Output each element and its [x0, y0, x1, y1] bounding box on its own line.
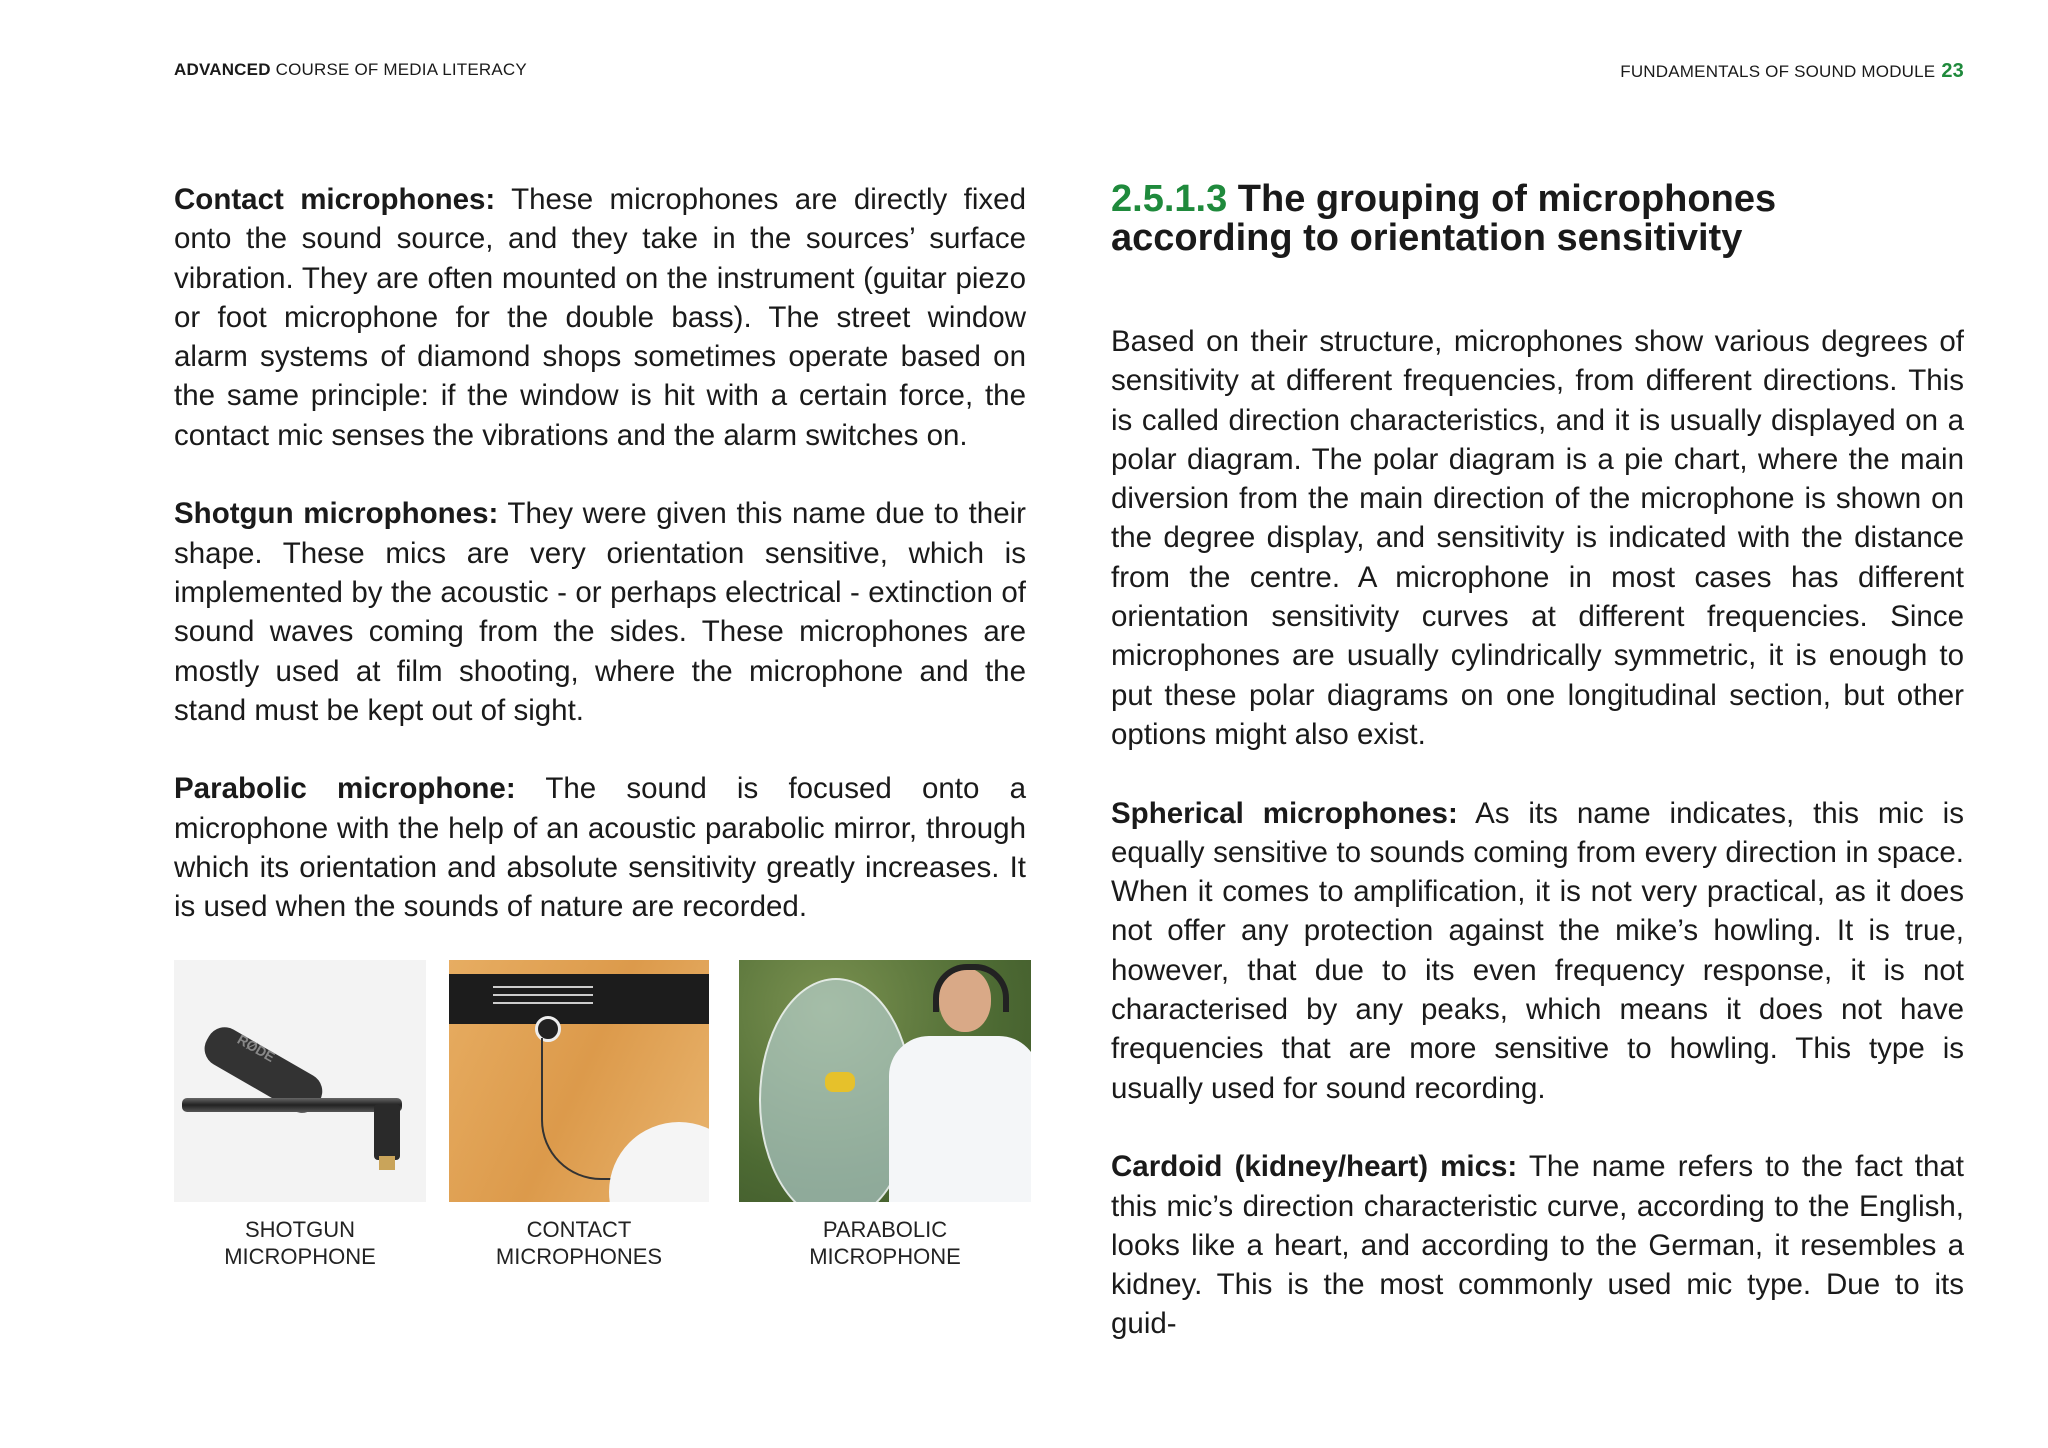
header-course-bold: ADVANCED	[174, 60, 271, 79]
guitar-string	[493, 986, 593, 988]
caption-shotgun-line2: MICROPHONE	[224, 1244, 376, 1269]
guitar-string	[493, 994, 593, 996]
caption-parabolic-line2: MICROPHONE	[809, 1244, 961, 1269]
left-column	[174, 180, 1026, 966]
right-column	[1111, 180, 1964, 1383]
term-cardioid-mics: Cardoid (kidney/heart) mics:	[1111, 1150, 1518, 1184]
parabolic-microphone-photo	[739, 960, 1031, 1202]
text-contact-microphones: These microphones are directly fixed onto the sound source, and they take in the sources’ surface vibration. They are often mounted on the instrument (guitar piezo or foot microphone for the double bass). The street window alarm systems of diamond shops sometimes operate based on the same principle: if the window is hit with a certain force, the contact mic senses the vibrations and the alarm switches on.	[174, 183, 1026, 452]
shotgun-microphone-photo	[174, 960, 426, 1202]
figure-row	[174, 960, 1030, 1280]
mic-body-shape	[182, 1098, 402, 1112]
caption-contact	[449, 1216, 709, 1270]
paragraph-contact-microphones	[174, 180, 1026, 455]
term-parabolic-microphone: Parabolic microphone:	[174, 772, 516, 806]
mic-thread-shape	[379, 1156, 395, 1170]
section-number: 2.5.1.3	[1111, 178, 1228, 220]
caption-shotgun-line1: SHOTGUN	[245, 1217, 355, 1242]
text-spherical-microphones: As its name indicates, this mic is equally sensitive to sounds coming from every direction in space. When it comes to amplification, it is not very practical, as it does not offer any protection against the mike’s howling. It is true, however, that due to its even frequency response, it is not characterised by any peaks, which means it does not have frequencies that are more sensitive to howling. This type is usually used for sound recording.	[1111, 796, 1964, 1105]
paragraph-spherical-microphones	[1111, 794, 1964, 1108]
header-module-title: FUNDAMENTALS OF SOUND MODULE	[1620, 62, 1936, 81]
term-contact-microphones: Contact microphones:	[174, 183, 496, 216]
section-title: The grouping of microphones according to orientation sensitivity	[1111, 178, 1777, 259]
paragraph-shotgun-microphones	[174, 494, 1026, 730]
paragraph-cardioid-mics	[1111, 1147, 1964, 1343]
person-body-shape	[889, 1036, 1031, 1202]
page-number: 23	[1941, 60, 1964, 82]
term-spherical-microphones: Spherical microphones:	[1111, 796, 1458, 830]
headphones-shape	[933, 964, 1009, 1012]
caption-shotgun	[174, 1216, 426, 1270]
figure-contact	[449, 960, 709, 1270]
running-header-right	[1620, 60, 1964, 83]
figure-shotgun	[174, 960, 426, 1270]
caption-parabolic	[739, 1216, 1031, 1270]
text-parabolic-microphone: The sound is focused onto a microphone with the help of an acoustic parabolic mirror, through which its orientation and absolute sensitivity greatly increases. It is used when the sounds of nature are recorded.	[174, 772, 1026, 924]
section-heading	[1111, 180, 1964, 258]
paragraph-intro: Based on their structure, microphones show various degrees of sensitivity at different frequencies, from different directions. This is called direction characteristics, and it is usually displayed on a polar diagram. The polar diagram is a pie chart, where the main diversion from the main direction of the microphone is shown on the degree display, and sensitivity is indicated with the distance from the centre. A microphone in most cases has different orientation sensitivity curves at different frequencies. Since microphones are usually cylindrically symmetric, it is enough to put these polar diagrams on one longitudinal section, but other options might also exist.	[1111, 325, 1964, 751]
guitar-bridge-shape	[449, 974, 709, 1024]
paragraph-parabolic-microphone	[174, 769, 1026, 926]
caption-contact-line1: CONTACT	[526, 1217, 632, 1242]
text-shotgun-microphones: They were given this name due to their shape. These mics are very orientation sensitive, which is implemented by the acoustic - or perhaps electrical - extinction of sound waves coming from the sides. These microphones are mostly used at film shooting, where the microphone and the stand must be kept out of sight.	[174, 497, 1026, 727]
contact-microphone-photo	[449, 960, 709, 1202]
header-course-rest: COURSE OF MEDIA LITERACY	[270, 60, 527, 79]
caption-contact-line2: MICROPHONES	[495, 1244, 663, 1269]
mic-mount-shape	[374, 1104, 400, 1160]
caption-parabolic-line1: PARABOLIC	[822, 1217, 948, 1242]
text-cardioid-mics: The name refers to the fact that this mic’s direction characteristic curve, according to the English, looks like a heart, and according to the German, it resembles a kidney. This is the most commonly used mic type. Due to its guid-	[1111, 1150, 1964, 1341]
brand-logo: RØDE	[234, 1030, 278, 1066]
guitar-string	[493, 1002, 593, 1004]
mic-capsule-shape	[825, 1072, 855, 1092]
figure-parabolic	[739, 960, 1031, 1270]
running-header-left	[174, 60, 527, 80]
term-shotgun-microphones: Shotgun microphones:	[174, 497, 499, 531]
